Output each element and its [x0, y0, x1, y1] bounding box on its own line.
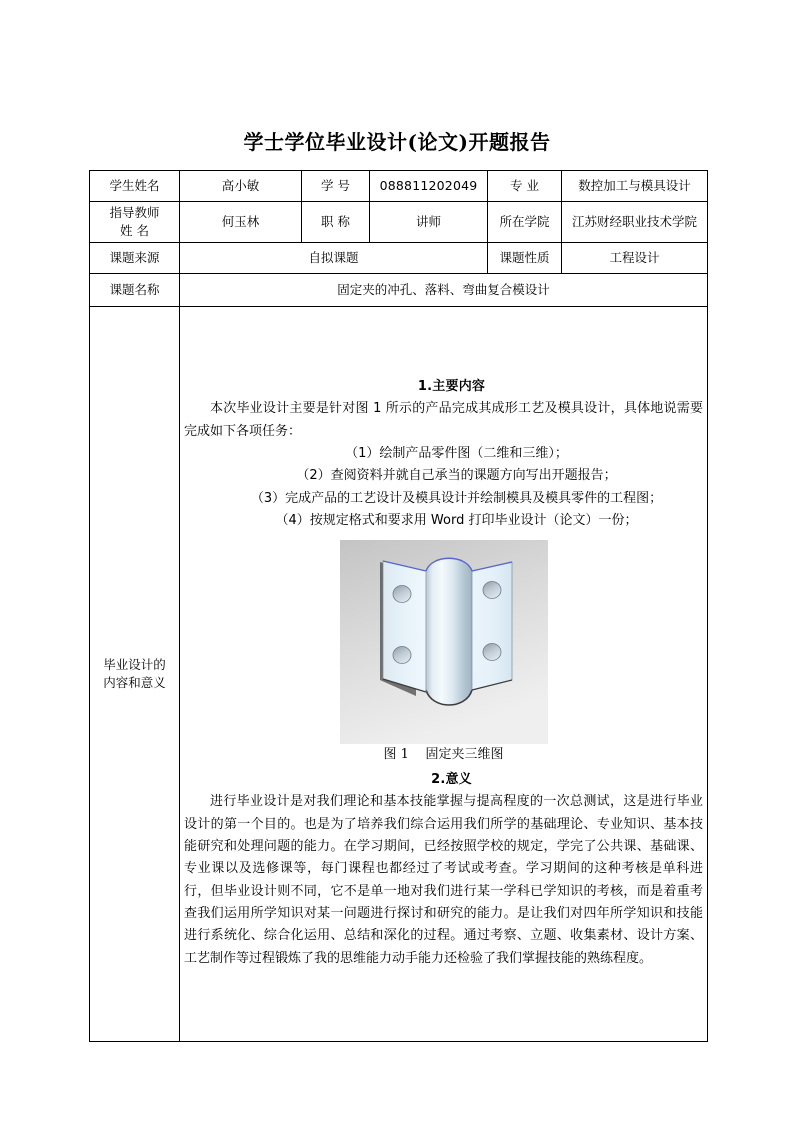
label-teacher-title: 职 称 — [302, 202, 370, 243]
label-student-id: 学 号 — [302, 171, 370, 202]
hole-left-top — [393, 586, 411, 603]
main-content-cell — [180, 307, 708, 1042]
hole-right-bottom — [483, 644, 501, 661]
label-major: 专 业 — [488, 171, 562, 202]
section1-item-4: （4）按规定格式和要求用 Word 打印毕业设计（论文）一份； — [275, 513, 638, 529]
value-topic-name: 固定夹的冲孔、落料、弯曲复合模设计 — [180, 274, 708, 307]
figure-block — [184, 540, 703, 765]
label-topic-source: 课题来源 — [90, 243, 180, 274]
label-content-line1: 毕业设计的 — [103, 657, 166, 673]
section1-item-2: （2）查阅资料并就自己承当的课题方向写出开题报告； — [296, 468, 617, 484]
label-student-name: 学生姓名 — [90, 171, 180, 202]
label-topic-nature: 课题性质 — [488, 243, 562, 274]
value-student-name: 高小敏 — [180, 171, 302, 202]
value-college: 江苏财经职业技术学院 — [562, 202, 708, 243]
hole-left-bottom — [393, 647, 411, 664]
section2-body: 进行毕业设计是对我们理论和基本技能掌握与提高程度的一次总测试，这是进行毕业设计的第一个目的。也是为了培养我们综合运用我们所学的基础理论、专业知识、基本技能研究和处理问题的能力。在学习期间，已经按照学校的规定，学完了公共课、基础课、专业课以及选修课等，每门课程也都经过了考试或考查。学习期间的这种考核是单科进行，但毕业设计则不同，它不是单一地对我们进行某一学科已学知识的考核，而是着重考查我们运用所学知识对某一问题进行探讨和研究的能力。是让我们对四年所学知识和技能进行系统化、综合化运用、总结和深化的过程。通过考察、立题、收集素材、设计方案、工艺制作等过程锻炼了我的思维能力动手能力还检验了我们掌握技能的熟练程度。 — [184, 794, 703, 966]
label-topic-name: 课题名称 — [90, 274, 180, 307]
section2-heading: 2.意义 — [431, 772, 472, 788]
figure-caption-text: 固定夹三维图 — [425, 747, 504, 763]
hole-right-top — [483, 582, 501, 599]
value-topic-nature: 工程设计 — [562, 243, 708, 274]
value-teacher-name: 何玉林 — [180, 202, 302, 243]
figure-caption — [184, 746, 703, 765]
label-teacher-name-line1: 指导教师 — [109, 205, 160, 220]
table-row-teacher — [90, 202, 708, 243]
section1-intro: 本次毕业设计主要是针对图 1 所示的产品完成其成形工艺及模具设计，具体地说需要完成如下各项任务： — [184, 401, 703, 439]
table-row-topic-source — [90, 243, 708, 274]
table-row-topic-name — [90, 274, 708, 307]
part-left-flange — [383, 561, 426, 692]
label-teacher-name — [90, 202, 180, 243]
figure-number: 图 1 — [383, 747, 409, 763]
section1-item-3: （3）完成产品的工艺设计及模具设计并绘制模具及模具零件的工程图； — [250, 490, 663, 506]
label-content-line2: 内容和意义 — [103, 675, 166, 691]
table-row-student — [90, 171, 708, 202]
value-teacher-title: 讲师 — [370, 202, 488, 243]
value-student-id: 088811202049 — [370, 171, 488, 202]
table-row-main-content — [90, 307, 708, 1042]
value-topic-source: 自拟课题 — [180, 243, 488, 274]
part-center-cylinder — [426, 559, 472, 706]
value-major: 数控加工与模具设计 — [562, 171, 708, 202]
report-table — [89, 170, 708, 1042]
section1-heading: 1.主要内容 — [417, 379, 486, 395]
page-title: 学士学位毕业设计(论文)开题报告 — [243, 130, 551, 154]
clamp-part — [380, 559, 512, 706]
label-content-and-significance — [90, 307, 180, 1042]
label-teacher-name-line2: 姓 名 — [120, 223, 149, 239]
fixture-clamp-3d-image — [340, 540, 548, 744]
label-college: 所在学院 — [488, 202, 562, 243]
section1-item-1: （1）绘制产品零件图（二维和三维）； — [345, 446, 568, 462]
